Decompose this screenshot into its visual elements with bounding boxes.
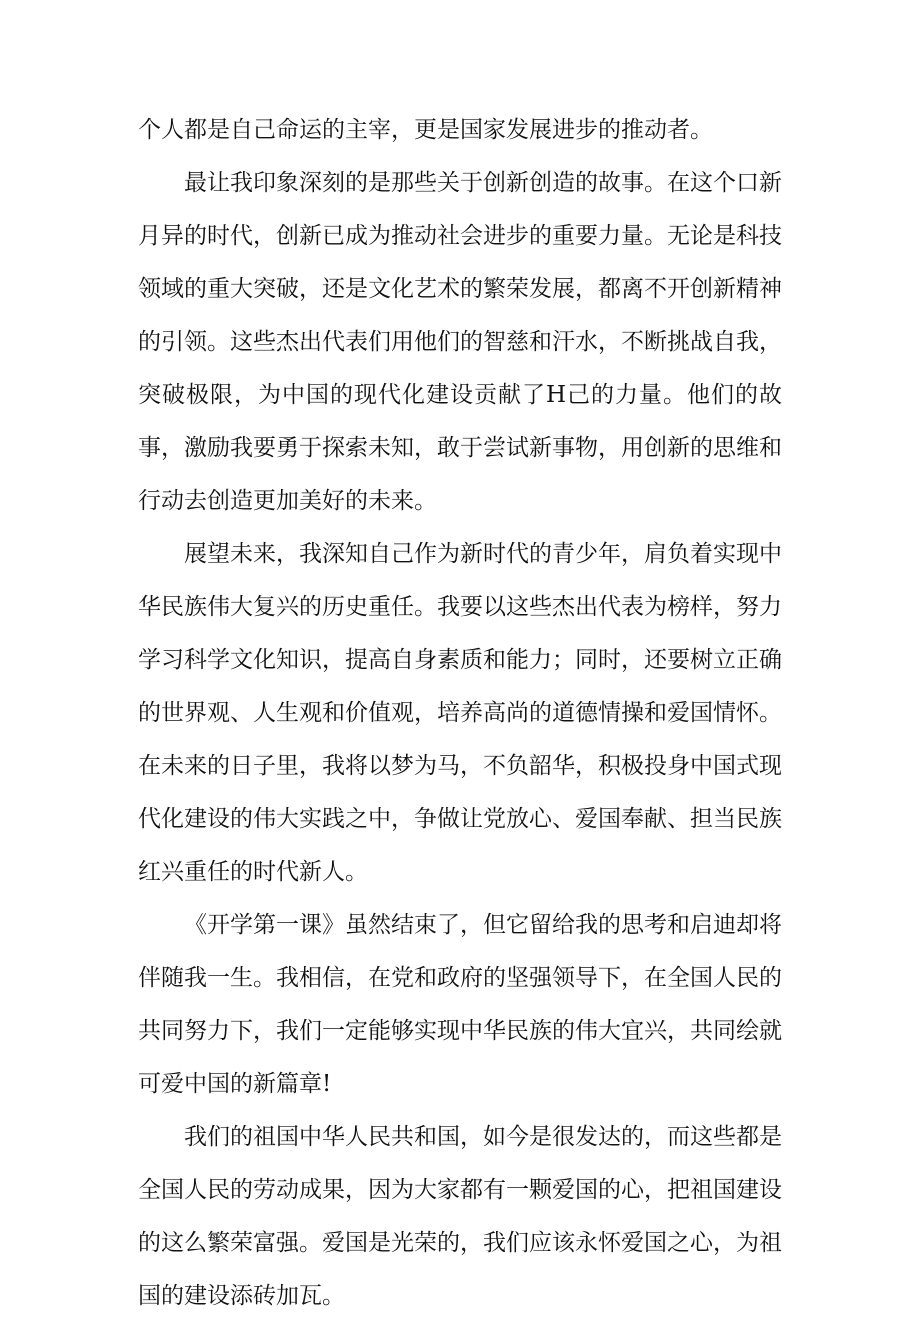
paragraph-first-lesson: 《开学第一课》虽然结束了，但它留给我的思考和启迪却将伴随我一生。我相信，在党和政府的坚强领导下，在全国人民的共同努力下，我们一定能够实现中华民族的伟大宜兴，共同绘就可爱中国的新篇章! [138,912,782,1097]
paragraph-innovation: 最让我印象深刻的是那些关于创新创造的故事。在这个口新月异的时代，创新已成为推动社会进步的重要力量。无论是科技领域的重大突破，还是文化艺术的繁荣发展，都离不开创新精神的引领。这些杰出代表们用他们的智慈和汗水，不断挑战自我，突破极限，为中国的现代化建设贡献了H己的力量。他们的故事，激励我要勇于探索未知，敢于尝试新事物，用创新的思维和行动去创造更加美好的未来。 [138,170,782,514]
paragraph-continuation: 个人都是自己命运的主宰，更是国家发展进步的推动者。 [138,117,713,143]
paragraph-future: 展望未来，我深知自己作为新时代的青少年，肩负着实现中华民族伟大复兴的历史重任。我要以这些杰出代表为榜样，努力学习科学文化知识，提高自身素质和能力；同时，还要树立正确的世界观、人生观和价值观，培养高尚的道德情操和爱国情怀。在未来的日子里，我将以梦为马，不负韶华，积极投身中国式现代化建设的伟大实践之中，争做让党放心、爱国奉献、担当民族红兴重任的时代新人。 [138,541,782,885]
paragraph-motherland: 我们的祖国中华人民共和国，如今是很发达的，而这些都是全国人民的劳动成果，因为大家都有一颗爱国的心，把祖国建设的这么繁荣富强。爱国是光荣的，我们应该永怀爱国之心，为祖国的建设添砖加瓦。 [138,1124,782,1309]
document-body [138,104,782,1323]
